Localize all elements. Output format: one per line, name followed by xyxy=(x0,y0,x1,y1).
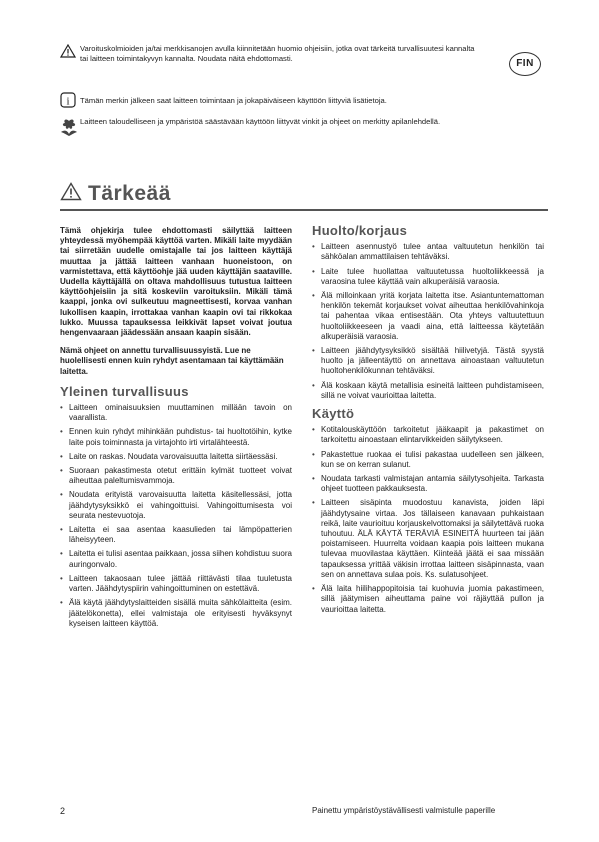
info-explanation xyxy=(60,92,530,108)
list-item: • Laitteen asennustyö tulee antaa valtuutetun henkilön tai sähköalan ammattilaisen tehtäväksi. xyxy=(312,242,544,262)
list-item: • Laitteen ominaisuuksien muuttaminen millään tavoin on vaarallista. xyxy=(60,403,292,423)
page-title-text: Tärkeää xyxy=(88,182,171,206)
eco-explanation xyxy=(60,117,530,143)
info-icon xyxy=(60,92,76,111)
page-title xyxy=(60,182,171,207)
list-item: • Laite on raskas. Noudata varovaisuutta laitetta siirtäessäsi. xyxy=(60,452,292,462)
list-item: • Kotitalouskäyttöön tarkoitetut jääkaapit ja pakastimet on tarkoitettu ainoastaan elintarvikkeiden säilytykseen. xyxy=(312,425,544,445)
info-explanation-text: Tämän merkin jälkeen saat laitteen toimintaan ja jokapäiväiseen käyttöön liittyviä lisätietoja. xyxy=(80,96,387,105)
language-badge: FIN xyxy=(509,52,541,76)
list-item: • Suoraan pakastimesta otetut erittäin kylmät tuotteet voivat aiheuttaa paleltumisvammoja. xyxy=(60,466,292,486)
intro-paragraph: Tämä ohjekirja tulee ehdottomasti säilyttää laitteen yhteydessä myöhempää käyttöä varten. Mikäli laite myydään tai siirretään uudelle omistajalle tai jos laitteen käyttäjä muuttaa ja jättää laitteen vanhaan huoneistoon, on varmistettava, että käyttöohje jää uuden käyttäjän saataville. Uudella käyttäjällä on oltava mahdollisuus tutustua laitteen käyttöohjeisiin ja sitä koskeviin varoituksiin. Mikäli tämä kaappi, jonka ovi sulkeutuu magneettisesti, korvaa vanhan lukollisen kaapin, irrottakaa vanhan kaapin ovi tai rikkokaa lukko. Muussa tapauksessa leikkivät lapset voivat joutua hengenvaaraan jäädessään ansaan kaapin sisään. xyxy=(60,226,292,338)
eco-explanation-text: Laitteen taloudelliseen ja ympäristöä säästävään käyttöön liittyvät vinkit ja ohjeet on merkitty apilanlehdellä. xyxy=(80,117,441,126)
list-item: • Älä milloinkaan yritä korjata laitetta itse. Asiantuntemattoman henkilön tekemät korjaukset voivat aiheuttaa henkilövahinkoja tai pahentaa vikaa entisestään. Ota yhteys valtuutettuun huoltoliikkeeseen ja vaadi aina, että laitteessa käytetään alkuperäisiä varaosia. xyxy=(312,291,544,342)
warning-explanation-text: Varoituskolmioiden ja/tai merkkisanojen avulla kiinnitetään huomio ohjeisiin, jotka ovat tärkeitä turvallisuutesi kannalta tai laitteen toimintakyvyn kannalta. Noudata näitä ehdottomasti. xyxy=(80,44,475,63)
list-item: • Laite tulee huollattaa valtuutetussa huoltoliikkeessä ja varaosina tulee käyttää vain alkuperäisiä varaosia. xyxy=(312,267,544,287)
list-item: • Älä laita hiilihappopitoisia tai kuohuvia juomia pakastimeen, sillä jäätymisen aiheuttama paine voi räjäyttää pullon ja vaurioittaa laitetta. xyxy=(312,584,544,615)
section-heading-service: Huolto/korjaus xyxy=(312,223,408,238)
page-number: 2 xyxy=(60,806,66,816)
clover-leaf-icon xyxy=(60,117,78,140)
list-item: • Laitteen jäähdytysyksikkö sisältää hiilivetyjä. Tästä syystä huolto ja jälleentäyttö on annettava ainoastaan valtuutetun huoltohenkilökunnan tehtäväksi. xyxy=(312,346,544,377)
safety-note: Nämä ohjeet on annettu turvallisuussyistä. Lue ne huolellisesti ennen kuin ryhdyt asentamaan tai käyttämään laitetta. xyxy=(60,346,284,376)
heading-divider xyxy=(60,209,548,211)
list-item: • Laitetta ei tulisi asentaa paikkaan, jossa siihen kohdistuu suora auringonvalo. xyxy=(60,549,292,569)
list-item: • Laitteen sisäpinta muodostuu kanavista, joiden läpi jäähdytysaine virtaa. Jos tällaiseen kanavaan puhkaistaan reikä, laite vaurioituu korjauskelvottomaksi ja säilytettävä ruoka tuhoutuu. ÄLÄ KÄYTÄ TERÄVIÄ ESINEITÄ huurteen tai jään poistamiseen. Huurrelta voidaan kaapia pois laitteen mukana tulevaa muovilastaa käyttäen. Kiinteää jäätä ei saa missään tapauksessa yrittää väkisin irrottaa laitteen sisäpinnasta, vaan sen on annettava sulaa pois. Ks. sulatusohjeet. xyxy=(312,498,544,580)
section-heading-use: Käyttö xyxy=(312,406,355,422)
list-item: • Älä käytä jäähdytyslaitteiden sisällä muita sähkölaitteita (esim. jäätelökonetta), ellei valmistaja ole erityisesti hyväksynyt kyseisen laitteen käyttöä. xyxy=(60,598,292,629)
list-item: • Laitetta ei saa asentaa kaasulieden tai lämpöpatterien läheisyyteen. xyxy=(60,525,292,545)
svg-text:i: i xyxy=(66,95,70,108)
list-item: • Ennen kuin ryhdyt mihinkään puhdistus- tai huoltotöihin, kytke laite pois toiminnasta ja virtajohto irti virtalähteestä. xyxy=(60,427,292,447)
right-column xyxy=(312,223,544,619)
warning-explanation xyxy=(60,44,530,68)
section-heading-general-safety: Yleinen turvallisuus xyxy=(60,383,189,399)
list-item: • Laitteen takaosaan tulee jättää riittävästi tilaa tuuletusta varten. Jäähdytyspiirin vahingoittuminen on estettävä. xyxy=(60,574,292,594)
general-safety-list xyxy=(60,403,292,629)
use-list xyxy=(312,425,544,614)
service-list xyxy=(312,242,544,401)
list-item: • Älä koskaan käytä metallisia esineitä laitteen puhdistamiseen, sillä ne voivat vaurioittaa laitetta. xyxy=(312,381,544,401)
list-item: • Pakastettue ruokaa ei tulisi pakastaa uudelleen sen jälkeen, kun se on kerran sulanut. xyxy=(312,450,544,470)
warning-triangle-icon xyxy=(60,182,82,207)
warning-triangle-icon xyxy=(60,44,76,61)
left-column xyxy=(60,226,292,633)
footer-note: Painettu ympäristöystävällisesti valmistulle paperille xyxy=(312,806,496,815)
list-item: • Noudata tarkasti valmistajan antamia säilytysohjeita. Tarkasta ohjeet tuotteen pakkauksesta. xyxy=(312,474,544,494)
list-item: • Noudata erityistä varovaisuutta laitetta käsitellessäsi, jotta jäähdytysyksikkö ei vahingoittuisi. Vahingoittumisesta voi seurata nestevuotoja. xyxy=(60,490,292,521)
